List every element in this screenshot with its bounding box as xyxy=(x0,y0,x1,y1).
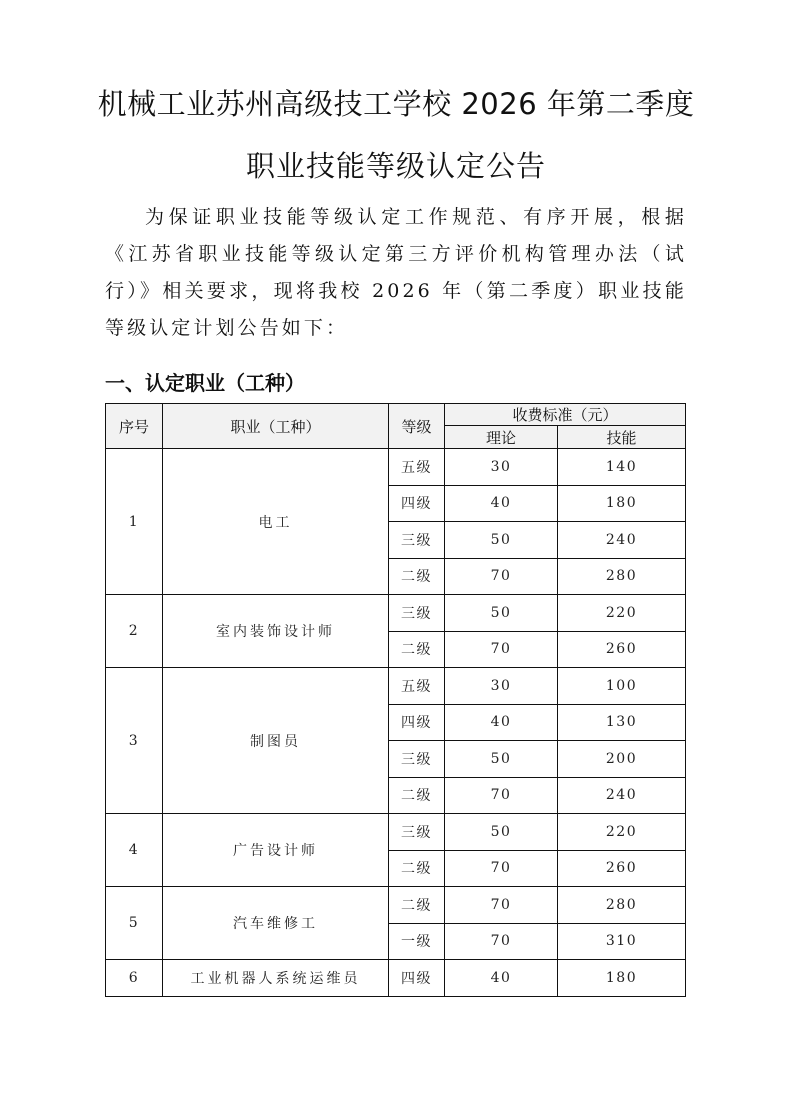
header-theory: 理论 xyxy=(445,426,558,449)
header-occupation: 职业（工种） xyxy=(163,404,389,449)
cell-no: 3 xyxy=(106,668,163,814)
cell-theory-fee: 70 xyxy=(445,777,558,814)
cell-skill-fee: 280 xyxy=(558,558,686,595)
cell-occupation: 室内装饰设计师 xyxy=(163,595,389,668)
cell-skill-fee: 240 xyxy=(558,777,686,814)
cell-level: 二级 xyxy=(389,777,445,814)
cell-skill-fee: 140 xyxy=(558,449,686,486)
cell-level: 二级 xyxy=(389,850,445,887)
cell-skill-fee: 100 xyxy=(558,668,686,705)
cell-level: 五级 xyxy=(389,668,445,705)
cell-level: 四级 xyxy=(389,704,445,741)
cell-no: 4 xyxy=(106,814,163,887)
cell-theory-fee: 30 xyxy=(445,449,558,486)
table-row xyxy=(106,668,686,705)
table-row xyxy=(106,887,686,924)
cell-skill-fee: 260 xyxy=(558,631,686,668)
section-heading: 一、认定职业（工种） xyxy=(105,371,305,395)
fee-table-header xyxy=(106,404,686,449)
cell-skill-fee: 180 xyxy=(558,960,686,997)
cell-no: 1 xyxy=(106,449,163,595)
cell-occupation: 广告设计师 xyxy=(163,814,389,887)
header-no: 序号 xyxy=(106,404,163,449)
cell-theory-fee: 50 xyxy=(445,741,558,778)
cell-level: 三级 xyxy=(389,814,445,851)
cell-level: 三级 xyxy=(389,522,445,559)
intro-paragraph: 为保证职业技能等级认定工作规范、有序开展，根据《江苏省职业技能等级认定第三方评价机构管理办法（试行）》相关要求，现将我校 2026 年（第二季度）职业技能等级认定计划公告如下： xyxy=(105,206,687,339)
header-fee-group: 收费标准（元） xyxy=(445,404,686,426)
cell-theory-fee: 50 xyxy=(445,522,558,559)
cell-level: 二级 xyxy=(389,631,445,668)
cell-level: 三级 xyxy=(389,595,445,632)
cell-theory-fee: 40 xyxy=(445,485,558,522)
cell-theory-fee: 50 xyxy=(445,595,558,632)
cell-theory-fee: 40 xyxy=(445,960,558,997)
cell-skill-fee: 130 xyxy=(558,704,686,741)
cell-level: 五级 xyxy=(389,449,445,486)
table-row xyxy=(106,814,686,851)
cell-no: 2 xyxy=(106,595,163,668)
cell-theory-fee: 70 xyxy=(445,558,558,595)
cell-level: 一级 xyxy=(389,923,445,960)
cell-theory-fee: 40 xyxy=(445,704,558,741)
header-level: 等级 xyxy=(389,404,445,449)
cell-no: 5 xyxy=(106,887,163,960)
cell-level: 四级 xyxy=(389,960,445,997)
cell-level: 二级 xyxy=(389,887,445,924)
cell-skill-fee: 220 xyxy=(558,814,686,851)
cell-skill-fee: 310 xyxy=(558,923,686,960)
fee-table-body xyxy=(106,449,686,997)
cell-skill-fee: 260 xyxy=(558,850,686,887)
cell-theory-fee: 50 xyxy=(445,814,558,851)
cell-theory-fee: 70 xyxy=(445,887,558,924)
cell-skill-fee: 240 xyxy=(558,522,686,559)
table-row xyxy=(106,595,686,632)
fee-table xyxy=(105,403,686,997)
cell-skill-fee: 200 xyxy=(558,741,686,778)
cell-level: 三级 xyxy=(389,741,445,778)
cell-skill-fee: 220 xyxy=(558,595,686,632)
table-row xyxy=(106,449,686,486)
cell-theory-fee: 70 xyxy=(445,850,558,887)
header-skill: 技能 xyxy=(558,426,686,449)
cell-theory-fee: 70 xyxy=(445,923,558,960)
cell-skill-fee: 280 xyxy=(558,887,686,924)
cell-theory-fee: 70 xyxy=(445,631,558,668)
cell-level: 二级 xyxy=(389,558,445,595)
document-title-line-1: 机械工业苏州高级技工学校 2026 年第二季度 xyxy=(97,87,695,121)
table-row xyxy=(106,960,686,997)
document-title-line-2: 职业技能等级认定公告 xyxy=(245,149,546,183)
cell-theory-fee: 30 xyxy=(445,668,558,705)
cell-no: 6 xyxy=(106,960,163,997)
cell-level: 四级 xyxy=(389,485,445,522)
cell-occupation: 制图员 xyxy=(163,668,389,814)
cell-occupation: 汽车维修工 xyxy=(163,887,389,960)
cell-skill-fee: 180 xyxy=(558,485,686,522)
cell-occupation: 工业机器人系统运维员 xyxy=(163,960,389,997)
cell-occupation: 电工 xyxy=(163,449,389,595)
